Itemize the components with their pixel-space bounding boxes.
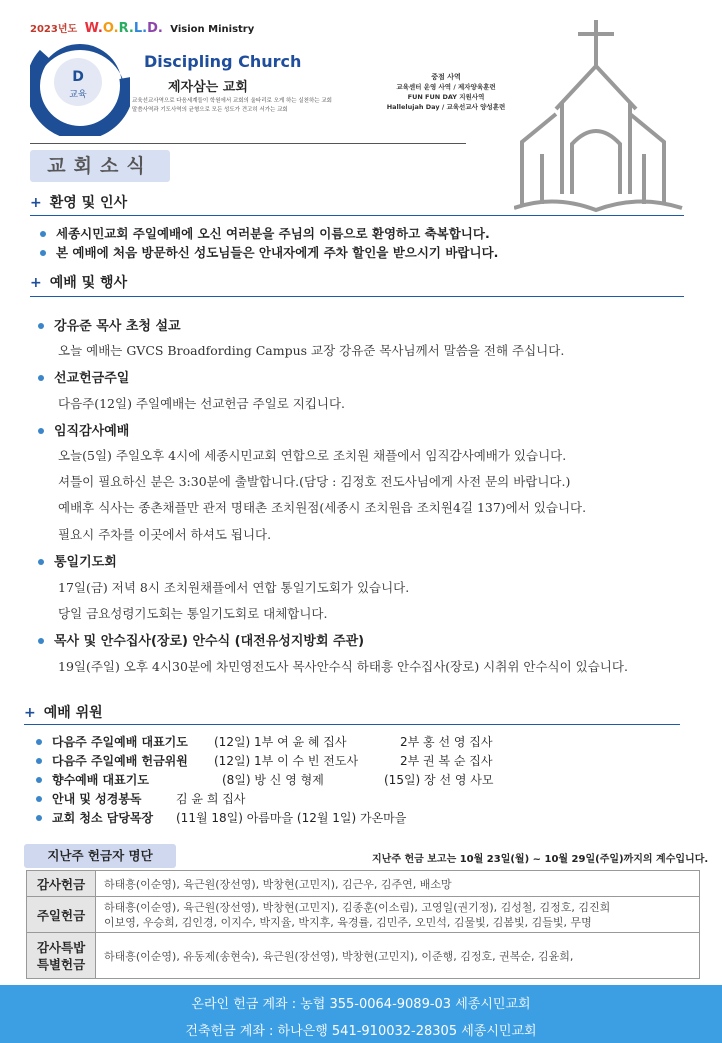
bullet-icon	[36, 796, 42, 802]
event-text: 필요시 주차를 이곳에서 하셔도 됩니다.	[58, 527, 272, 542]
staff-row: 향수예배 대표기도 (8일) 방 신 영 형제 (15일) 장 선 영 사모	[36, 771, 149, 788]
offering-note: 지난주 헌금 보고는 10월 23일(월) ~ 10월 29일(주일)까지의 계수입니다.	[372, 854, 709, 865]
bullet-icon	[36, 777, 42, 783]
church-subtitle: 제자삼는 교회	[168, 80, 248, 95]
row-names: 하태흥(이순영), 육근원(장선영), 박창현(고민지), 김종훈(이소림), 고영일(권기정), 김성철, 김정호, 김진희 이보영, 우승희, 김인경, 이지수, 박지율, 박지후, 육경률, 김민주, 오민석, 김물빛, 김봄빛, 김들빛, 무명	[96, 897, 700, 933]
row-names: 하태흥(이순영), 유동제(송현숙), 육근원(장선영), 박창현(고민지), 이준행, 김정호, 권복순, 김윤희,	[96, 933, 700, 979]
plus-icon: +	[30, 275, 42, 291]
section-divider	[30, 296, 684, 297]
event-text: 오늘 예배는 GVCS Broadfording Campus 교장 강유준 목사님께서 말씀을 전해 주십니다.	[58, 343, 565, 358]
focus-ministry	[380, 72, 512, 112]
logo-ring-text: Discipling Church	[40, 87, 107, 128]
church-description: 교육선교사역으로 다음세계들이 학원에서 교회의 울타리로 오게 하는 실천하는 교회 말씀사역과 기도사역의 균형으로 모든 성도가 견고히 서가는 교회	[132, 98, 332, 113]
table-row	[27, 897, 700, 933]
bullet-icon	[36, 758, 42, 764]
section-heading-events: + 예배 및 행사	[30, 275, 128, 291]
event-text: 셔틀이 필요하신 분은 3:30분에 출발합니다.(담당 : 김정호 전도사님에게 사전 문의 바랍니다.)	[58, 474, 571, 489]
bullet-icon	[40, 231, 46, 237]
event-title: 선교헌금주일	[38, 367, 129, 386]
focus-title: 중점 사역	[431, 73, 461, 81]
event-title: 강유준 목사 초청 설교	[38, 315, 181, 334]
logo-center-text: 교육	[69, 90, 87, 100]
church-title: Discipling Church	[144, 52, 302, 71]
list-item: 본 예배에 처음 방문하신 성도님들은 안내자에게 주차 할인을 받으시기 바랍니다.	[40, 243, 498, 261]
bullet-icon	[36, 739, 42, 745]
section-divider	[30, 215, 684, 216]
plus-icon: +	[24, 705, 36, 721]
event-title: 통일기도회	[38, 551, 117, 570]
list-item: 세종시민교회 주일예배에 오신 여러분을 주님의 이름으로 환영하고 축복합니다.	[40, 224, 490, 242]
bullet-icon	[38, 375, 44, 381]
focus-item: Hallelujah Day / 교육선교사 양성훈련	[386, 103, 506, 111]
bullet-icon	[38, 428, 44, 434]
section-heading-staff: + 예배 위원	[24, 705, 103, 721]
section-heading-welcome: + 환영 및 인사	[30, 195, 128, 211]
bullet-icon	[38, 559, 44, 565]
row-names: 하태흥(이순영), 육근원(장선영), 박창현(고민지), 김근우, 김주연, 배소망	[96, 871, 700, 897]
online-account: 온라인 헌금 계좌 : 농협 355-0064-9089-03 세종시민교회	[191, 997, 531, 1012]
page-title: 교회소식	[30, 150, 170, 182]
event-text: 17일(금) 저녁 8시 조치원채플에서 연합 통일기도회가 있습니다.	[58, 580, 410, 595]
staff-row: 교회 청소 담당목장 (11월 18일) 아름마을 (12월 1일) 가온마을	[36, 809, 153, 826]
row-label: 감사특밥 특별헌금	[27, 933, 96, 979]
event-title: 임직감사예배	[38, 420, 129, 439]
event-text: 당일 금요성령기도회는 통일기도회로 대체합니다.	[58, 606, 328, 621]
plus-icon: +	[30, 195, 42, 211]
event-text: 다음주(12일) 주일예배는 선교헌금 주일로 지킵니다.	[58, 396, 346, 411]
row-label: 감사헌금	[27, 871, 96, 897]
world-acronym: W.O.R.L.D.	[84, 21, 163, 36]
building-account: 건축헌금 계좌 : 하나은행 541-910032-28305 세종시민교회	[185, 1024, 537, 1039]
church-building-icon	[514, 14, 684, 214]
event-text: 예배후 식사는 종촌채플만 관저 명태촌 조치원점(세종시 조치원읍 조치원4길 137)에서 있습니다.	[58, 500, 587, 515]
row-label: 주일헌금	[27, 897, 96, 933]
logo-letter: D	[72, 69, 84, 85]
table-row	[27, 933, 700, 979]
offering-title: 지난주 헌금자 명단	[24, 844, 176, 868]
staff-row: 다음주 주일예배 대표기도 (12일) 1부 여 윤 혜 집사 2부 홍 선 영 집사	[36, 733, 188, 750]
staff-row: 안내 및 성경봉독 김 윤 희 집사	[36, 790, 142, 807]
offering-table	[26, 870, 700, 979]
staff-row: 다음주 주일예배 헌금위원 (12일) 1부 이 수 빈 전도사 2부 권 복 순 집사	[36, 752, 188, 769]
year-label: 2023년도	[30, 24, 78, 35]
ministry-label: Vision Ministry	[170, 24, 255, 35]
event-text: 오늘(5일) 주일오후 4시에 세종시민교회 연합으로 조치원 채플에서 임직감사예배가 있습니다.	[58, 448, 567, 463]
header-divider	[30, 143, 466, 144]
bullet-icon	[36, 815, 42, 821]
church-logo	[30, 36, 130, 136]
year-header	[30, 20, 254, 36]
event-title: 목사 및 안수집사(장로) 안수식 (대전유성지방회 주관)	[38, 630, 364, 649]
focus-item: 교육센터 운영 사역 / 제자양육훈련	[396, 83, 496, 91]
footer-bank-accounts	[0, 985, 722, 1043]
section-divider	[24, 724, 680, 725]
event-text: 19일(주일) 오후 4시30분에 차민영전도사 목사안수식 하태흥 안수집사(장로) 시취위 안수식이 있습니다.	[58, 659, 628, 674]
bullet-icon	[40, 250, 46, 256]
bullet-icon	[38, 638, 44, 644]
bullet-icon	[38, 323, 44, 329]
table-row	[27, 871, 700, 897]
focus-item: FUN FUN DAY 지원사역	[407, 93, 485, 101]
